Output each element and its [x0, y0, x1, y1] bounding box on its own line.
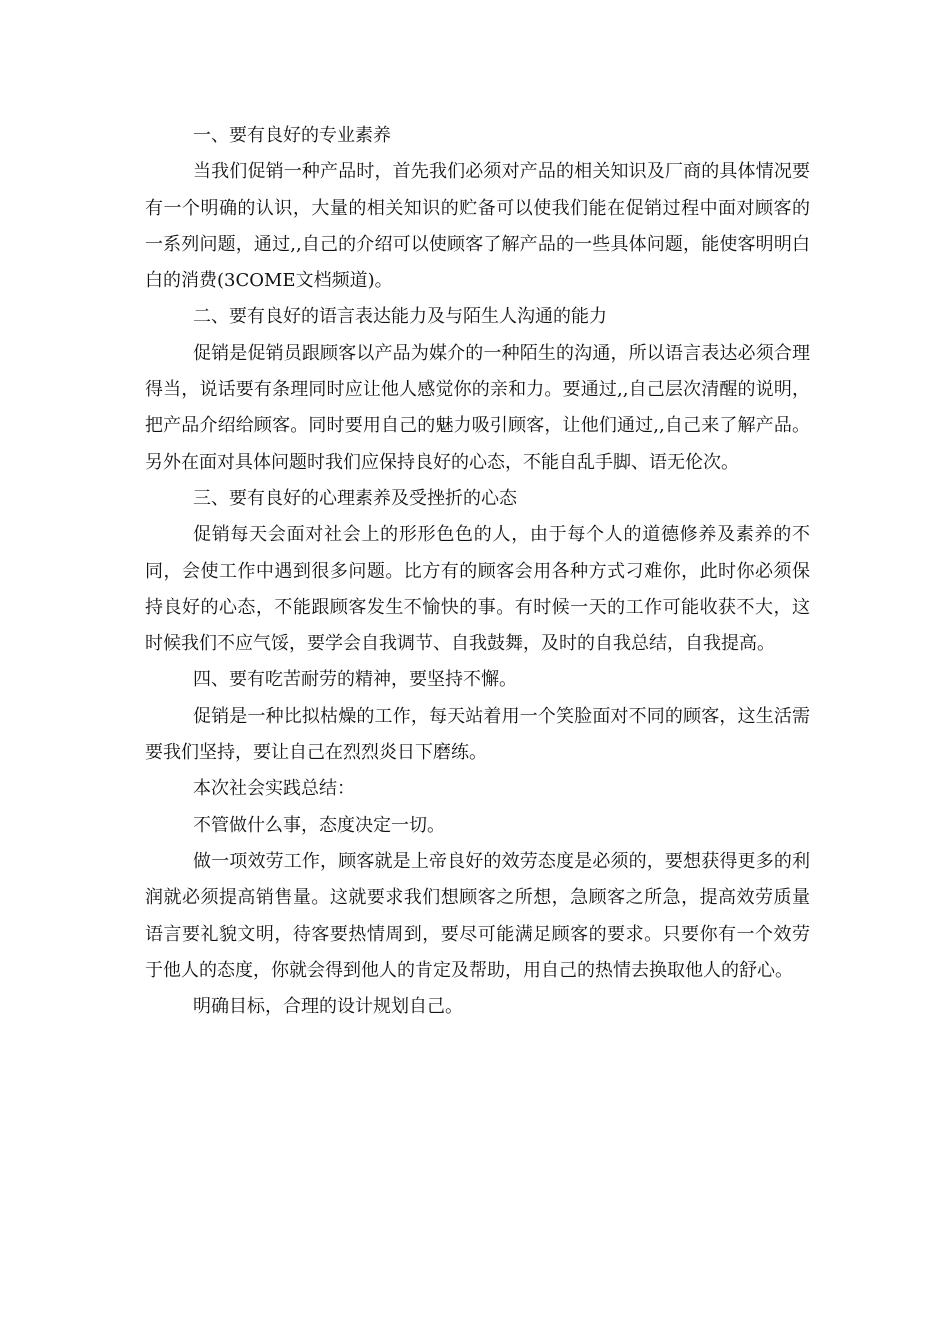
paragraph-service: 做一项效劳工作，顾客就是上帝良好的效劳态度是必须的，要想获得更多的利润就必须提高销售量。这就要求我们想顾客之所想，急顾客之所急，提高效劳质量语言要礼貌文明，待客要热情周到，要尽可能满足顾客的要求。只要你有一个效劳于他人的态度，你就会得到他人的肯定及帮助，用自己的热情去换取他人的舒心。	[145, 850, 810, 981]
heading-communication-ability: 二、要有良好的语言表达能力及与陌生人沟通的能力	[193, 306, 607, 328]
paragraph-hard-work: 促销是一种比拟枯燥的工作，每天站着用一个笑脸面对不同的顾客，这生活需要我们坚持，要让自己在烈烈炎日下磨练。	[145, 705, 810, 764]
heading-professional-quality: 一、要有良好的专业素养	[193, 125, 391, 146]
heading-summary: 本次社会实践总结：	[193, 778, 355, 800]
heading-psychological-quality: 三、要有良好的心理素养及受挫折的心态	[193, 487, 517, 509]
paragraph-goals: 明确目标，合理的设计规划自己。	[193, 996, 463, 1018]
paragraph-attitude: 不管做什么事，态度决定一切。	[193, 814, 445, 836]
paragraph-psychological: 促销每天会面对社会上的形形色色的人，由于每个人的道德修养及素养的不同，会使工作中遇到很多问题。比方有的顾客会用各种方式刁难你，此时你必须保持良好的心态，不能跟顾客发生不愉快的事。有时候一天的工作可能收获不大，这时候我们不应气馁，要学会自我调节、自我鼓舞，及时的自我总结，自我提高。	[145, 524, 810, 655]
paragraph-product-knowledge: 当我们促销一种产品时，首先我们必须对产品的相关知识及厂商的具体情况要有一个明确的认识，大量的相关知识的贮备可以使我们能在促销过程中面对顾客的一系列问题，通过,,自己的介绍可以使顾客了解产品的一些具体问题，能使客明明白白的消费(3COME文档频道)。	[145, 161, 810, 292]
paragraph-communication: 促销是促销员跟顾客以产品为媒介的一种陌生的沟通，所以语言表达必须合理得当，说话要有条理同时应让他人感觉你的亲和力。要通过,,自己层次清醒的说明，把产品介绍给顾客。同时要用自己的魅力吸引顾客，让他们通过,,自己来了解产品。另外在面对具体问题时我们应保持良好的心态，不能自乱手脚、语无伦次。	[145, 342, 810, 473]
heading-hard-work: 四、要有吃苦耐劳的精神，要坚持不懈。	[193, 669, 517, 691]
document-body	[145, 118, 810, 1025]
